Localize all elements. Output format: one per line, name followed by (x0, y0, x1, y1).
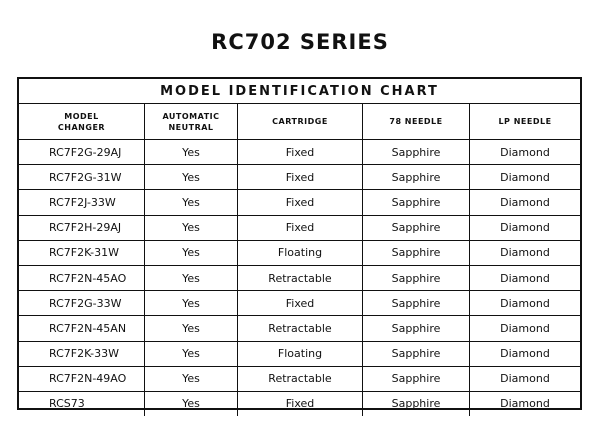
table-row (19, 391, 580, 416)
cell-lp-needle: Diamond (470, 215, 581, 240)
cell-78-needle: Sapphire (363, 240, 470, 265)
cell-78-needle: Sapphire (363, 366, 470, 391)
table-row (19, 240, 580, 265)
cell-cartridge: Retractable (238, 316, 363, 341)
cell-model: RC7F2N-49AO (19, 366, 145, 391)
column-header-automatic-neutral (145, 104, 238, 140)
chart-heading: MODEL IDENTIFICATION CHART (19, 79, 580, 104)
cell-lp-needle: Diamond (470, 366, 581, 391)
column-header-line: AUTOMATIC (162, 111, 220, 121)
model-identification-chart (17, 77, 582, 410)
cell-model: RC7F2H-29AJ (19, 215, 145, 240)
cell-cartridge: Floating (238, 240, 363, 265)
table-row (19, 215, 580, 240)
cell-lp-needle: Diamond (470, 140, 581, 165)
cell-lp-needle: Diamond (470, 316, 581, 341)
cell-78-needle: Sapphire (363, 165, 470, 190)
cell-lp-needle: Diamond (470, 341, 581, 366)
table-row (19, 190, 580, 215)
column-header-78-needle (363, 104, 470, 140)
cell-cartridge: Fixed (238, 140, 363, 165)
cell-78-needle: Sapphire (363, 215, 470, 240)
cell-model: RC7F2J-33W (19, 190, 145, 215)
cell-automatic-neutral: Yes (145, 291, 238, 316)
cell-lp-needle: Diamond (470, 265, 581, 290)
cell-automatic-neutral: Yes (145, 366, 238, 391)
cell-model: RCS73 (19, 391, 145, 416)
table-row (19, 140, 580, 165)
column-header-line: LP NEEDLE (498, 117, 552, 126)
table-row (19, 316, 580, 341)
column-header-line: CHANGER (57, 122, 106, 132)
cell-cartridge: Fixed (238, 190, 363, 215)
cell-lp-needle: Diamond (470, 291, 581, 316)
cell-automatic-neutral: Yes (145, 391, 238, 416)
table-row (19, 341, 580, 366)
table-row (19, 165, 580, 190)
column-header-cartridge (238, 104, 363, 140)
cell-automatic-neutral: Yes (145, 265, 238, 290)
column-header-lp-needle (470, 104, 581, 140)
cell-model: RC7F2G-33W (19, 291, 145, 316)
cell-automatic-neutral: Yes (145, 341, 238, 366)
column-header-line: MODEL (64, 111, 99, 121)
cell-lp-needle: Diamond (470, 240, 581, 265)
cell-model: RC7F2G-29AJ (19, 140, 145, 165)
cell-78-needle: Sapphire (363, 316, 470, 341)
cell-model: RC7F2N-45AN (19, 316, 145, 341)
cell-model: RC7F2K-33W (19, 341, 145, 366)
cell-automatic-neutral: Yes (145, 190, 238, 215)
table-row (19, 265, 580, 290)
column-header-line: CARTRIDGE (272, 117, 328, 126)
page-title: RC702 SERIES (211, 30, 389, 54)
cell-cartridge: Retractable (238, 265, 363, 290)
cell-automatic-neutral: Yes (145, 240, 238, 265)
table-row (19, 291, 580, 316)
cell-automatic-neutral: Yes (145, 215, 238, 240)
cell-model: RC7F2N-45AO (19, 265, 145, 290)
cell-78-needle: Sapphire (363, 341, 470, 366)
cell-automatic-neutral: Yes (145, 165, 238, 190)
table-row (19, 366, 580, 391)
cell-lp-needle: Diamond (470, 165, 581, 190)
column-header-line: 78 NEEDLE (389, 117, 443, 126)
cell-automatic-neutral: Yes (145, 316, 238, 341)
column-header-line: NEUTRAL (168, 122, 214, 132)
cell-model: RC7F2G-31W (19, 165, 145, 190)
cell-78-needle: Sapphire (363, 265, 470, 290)
cell-cartridge: Fixed (238, 215, 363, 240)
cell-cartridge: Retractable (238, 366, 363, 391)
cell-78-needle: Sapphire (363, 391, 470, 416)
cell-lp-needle: Diamond (470, 391, 581, 416)
cell-78-needle: Sapphire (363, 291, 470, 316)
model-table (19, 104, 580, 416)
cell-78-needle: Sapphire (363, 190, 470, 215)
cell-model: RC7F2K-31W (19, 240, 145, 265)
cell-cartridge: Fixed (238, 391, 363, 416)
cell-cartridge: Fixed (238, 291, 363, 316)
cell-cartridge: Fixed (238, 165, 363, 190)
cell-78-needle: Sapphire (363, 140, 470, 165)
cell-lp-needle: Diamond (470, 190, 581, 215)
header-row (19, 104, 580, 140)
cell-cartridge: Floating (238, 341, 363, 366)
cell-automatic-neutral: Yes (145, 140, 238, 165)
column-header-model-changer (19, 104, 145, 140)
